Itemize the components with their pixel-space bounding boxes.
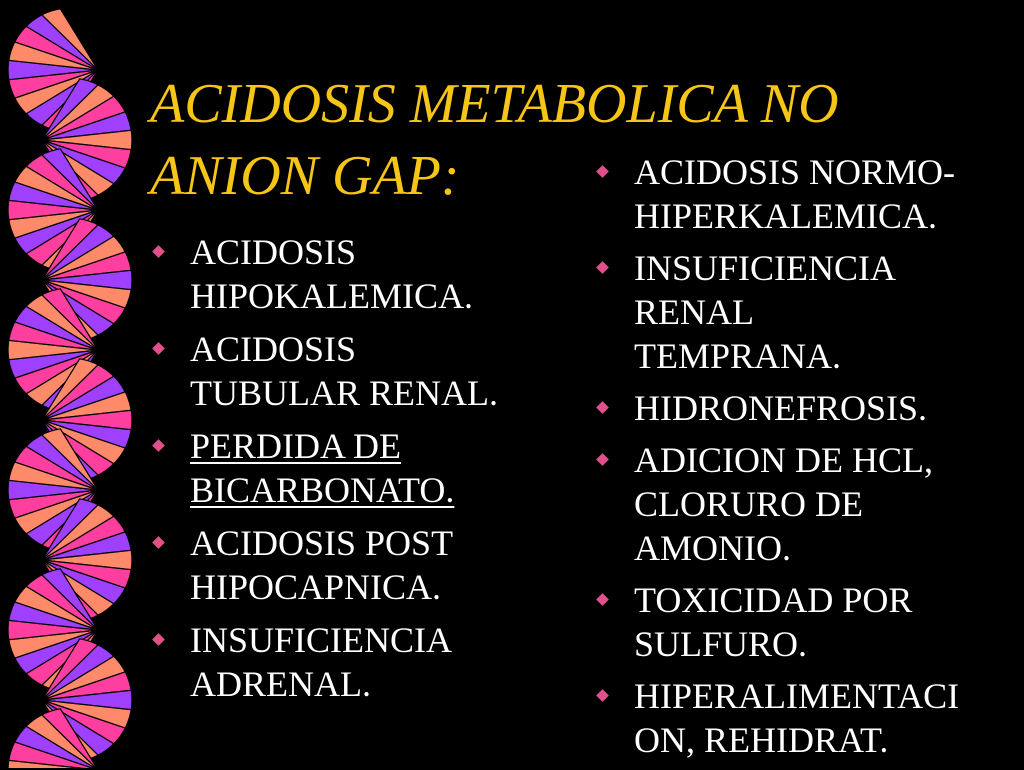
diamond-bullet-icon bbox=[152, 439, 165, 452]
list-item bbox=[152, 230, 572, 318]
list-item bbox=[596, 674, 1016, 762]
list-item-line: TUBULAR RENAL. bbox=[190, 373, 498, 413]
diamond-bullet-icon bbox=[596, 261, 609, 274]
list-item bbox=[596, 246, 1016, 378]
list-item bbox=[596, 150, 1016, 238]
list-item-line: HIPERKALEMICA. bbox=[634, 196, 937, 236]
list-item-line: ACIDOSIS bbox=[190, 232, 357, 272]
list-item-line: AMONIO. bbox=[634, 528, 791, 568]
list-item-line: ACIDOSIS bbox=[190, 329, 357, 369]
diamond-bullet-icon bbox=[596, 165, 609, 178]
list-item bbox=[152, 424, 572, 512]
list-item-line: ON, REHIDRAT. bbox=[634, 720, 889, 760]
list-item bbox=[596, 386, 1016, 430]
list-item-line: ACIDOSIS POST bbox=[190, 523, 454, 563]
list-item bbox=[152, 618, 572, 706]
list-item-line: ADICION DE HCL, bbox=[634, 440, 933, 480]
diamond-bullet-icon bbox=[596, 401, 609, 414]
list-item-line: TOXICIDAD POR bbox=[634, 580, 913, 620]
right-bullet-list bbox=[596, 150, 1016, 770]
list-item-line: HIDRONEFROSIS. bbox=[634, 388, 928, 428]
list-item-line: INSUFICIENCIA bbox=[634, 248, 897, 288]
list-item-line: HIPOKALEMICA. bbox=[190, 276, 473, 316]
diamond-bullet-icon bbox=[152, 633, 165, 646]
list-item-line: INSUFICIENCIA bbox=[190, 620, 453, 660]
list-item bbox=[152, 521, 572, 609]
list-item-line: ACIDOSIS NORMO- bbox=[634, 152, 956, 192]
list-item-line: SULFURO. bbox=[634, 624, 808, 664]
title-line-2: ANION GAP: bbox=[150, 145, 460, 207]
diamond-bullet-icon bbox=[152, 245, 165, 258]
left-bullet-list bbox=[152, 230, 572, 715]
list-item-line: BICARBONATO. bbox=[190, 470, 455, 510]
list-item-line: ADRENAL. bbox=[190, 664, 371, 704]
title-line-1: ACIDOSIS METABOLICA NO bbox=[150, 73, 839, 135]
diamond-bullet-icon bbox=[152, 342, 165, 355]
list-item bbox=[596, 578, 1016, 666]
list-item-line: PERDIDA DE bbox=[190, 426, 402, 466]
diamond-bullet-icon bbox=[596, 689, 609, 702]
list-item-line: HIPOCAPNICA. bbox=[190, 567, 442, 607]
diamond-bullet-icon bbox=[596, 593, 609, 606]
diamond-bullet-icon bbox=[152, 536, 165, 549]
list-item bbox=[596, 438, 1016, 570]
list-item bbox=[152, 327, 572, 415]
decorative-fan-border bbox=[0, 0, 140, 768]
list-item-line: RENAL bbox=[634, 292, 754, 332]
diamond-bullet-icon bbox=[596, 453, 609, 466]
list-item-line: CLORURO DE bbox=[634, 484, 864, 524]
list-item-line: HIPERALIMENTACI bbox=[634, 676, 960, 716]
list-item-line: TEMPRANA. bbox=[634, 336, 842, 376]
